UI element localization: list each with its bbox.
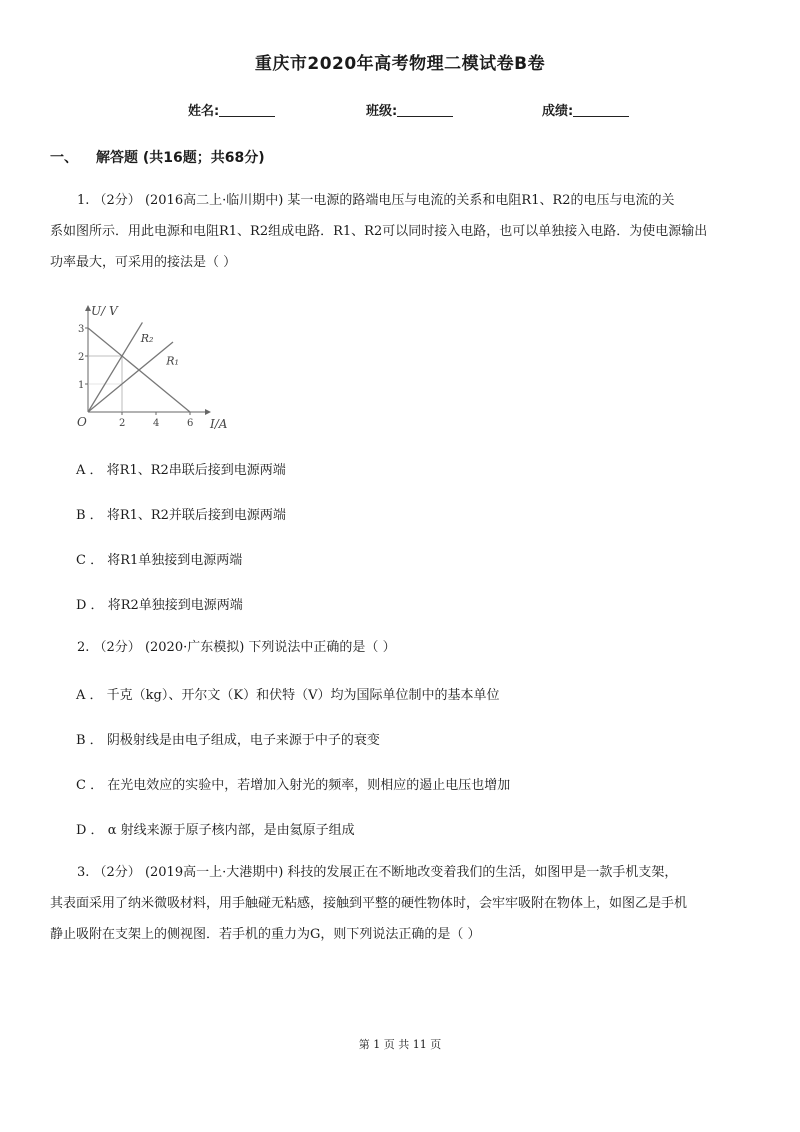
origin-label: O bbox=[77, 415, 87, 429]
page-footer: 第 1 页 共 11 页 bbox=[358, 1038, 442, 1051]
x-tick-label: 2 bbox=[119, 418, 126, 429]
r1-label: R₁ bbox=[166, 354, 179, 368]
question-1-line: 系如图所示．用此电源和电阻R1、R2组成电路．R1、R2可以同时接入电路，也可以单独接入电路．为使电源输出 bbox=[50, 224, 708, 239]
question-3-text bbox=[50, 857, 750, 950]
option-c[interactable]: C ． 将R1单独接到电源两端 bbox=[76, 553, 243, 568]
student-info-row bbox=[0, 100, 800, 120]
option-d[interactable]: D ． 将R2单独接到电源两端 bbox=[76, 598, 243, 613]
class-label: 班级: bbox=[366, 104, 398, 119]
y-tick-label: 1 bbox=[78, 380, 85, 391]
y-tick-label: 2 bbox=[78, 352, 85, 363]
class-blank[interactable] bbox=[397, 102, 453, 117]
option-a[interactable]: A ． 千克（kg）、开尔文（K）和伏特（V）均为国际单位制中的基本单位 bbox=[76, 688, 500, 703]
option-c[interactable]: C ． 在光电效应的实验中，若增加入射光的频率，则相应的遏止电压也增加 bbox=[76, 778, 511, 793]
question-1-line: 1. （2分） (2016高二上·临川期中) 某一电源的路端电压与电流的关系和电阻R1、R2的电压与电流的关 bbox=[77, 193, 675, 208]
name-label: 姓名: bbox=[188, 104, 220, 119]
option-b[interactable]: B ． 阴极射线是由电子组成，电子来源于中子的衰变 bbox=[76, 733, 380, 748]
question-2-line: 2. （2分） (2020·广东模拟) 下列说法中正确的是（ ） bbox=[77, 640, 396, 655]
option-d[interactable]: D ． α 射线来源于原子核内部，是由氦原子组成 bbox=[76, 823, 355, 838]
score-field[interactable] bbox=[542, 100, 629, 119]
section-number: 一、 bbox=[50, 150, 78, 166]
x-axis-label: I/A bbox=[210, 417, 228, 431]
section-heading bbox=[50, 147, 265, 167]
option-b[interactable]: B ． 将R1、R2并联后接到电源两端 bbox=[76, 508, 286, 523]
y-tick-label: 3 bbox=[78, 324, 85, 335]
page-title: 重庆市2020年高考物理二模试卷B卷 bbox=[254, 54, 546, 74]
x-tick-label: 6 bbox=[187, 418, 194, 429]
name-blank[interactable] bbox=[219, 102, 275, 117]
score-blank[interactable] bbox=[573, 102, 629, 117]
y-axis-label: U/ V bbox=[91, 304, 118, 318]
question-1-line: 功率最大，可采用的接法是（ ） bbox=[50, 255, 237, 270]
r2-label: R₂ bbox=[140, 332, 154, 345]
class-field[interactable] bbox=[366, 100, 453, 119]
question-3-line: 3. （2分） (2019高一上·大港期中) 科技的发展正在不断地改变着我们的生活，如图甲是一款手机支架， bbox=[77, 865, 678, 880]
question-2-text bbox=[50, 632, 750, 663]
question-3-line: 静止吸附在支架上的侧视图．若手机的重力为G，则下列说法正确的是（ ） bbox=[50, 927, 481, 942]
x-tick-label: 4 bbox=[153, 418, 160, 429]
ui-graph bbox=[76, 298, 236, 438]
section-title: 解答题 (共16题；共68分) bbox=[96, 150, 265, 166]
question-3-line: 其表面采用了纳米微吸材料，用手触碰无粘感，接触到平整的硬性物体时，会牢牢吸附在物体上，如图乙是手机 bbox=[50, 896, 688, 911]
series-line-r1 bbox=[88, 342, 173, 412]
option-a[interactable]: A ． 将R1、R2串联后接到电源两端 bbox=[76, 463, 286, 478]
series-line-r2 bbox=[88, 322, 142, 412]
name-field[interactable] bbox=[188, 100, 275, 119]
score-label: 成绩: bbox=[542, 104, 574, 119]
question-1-text bbox=[50, 185, 750, 278]
